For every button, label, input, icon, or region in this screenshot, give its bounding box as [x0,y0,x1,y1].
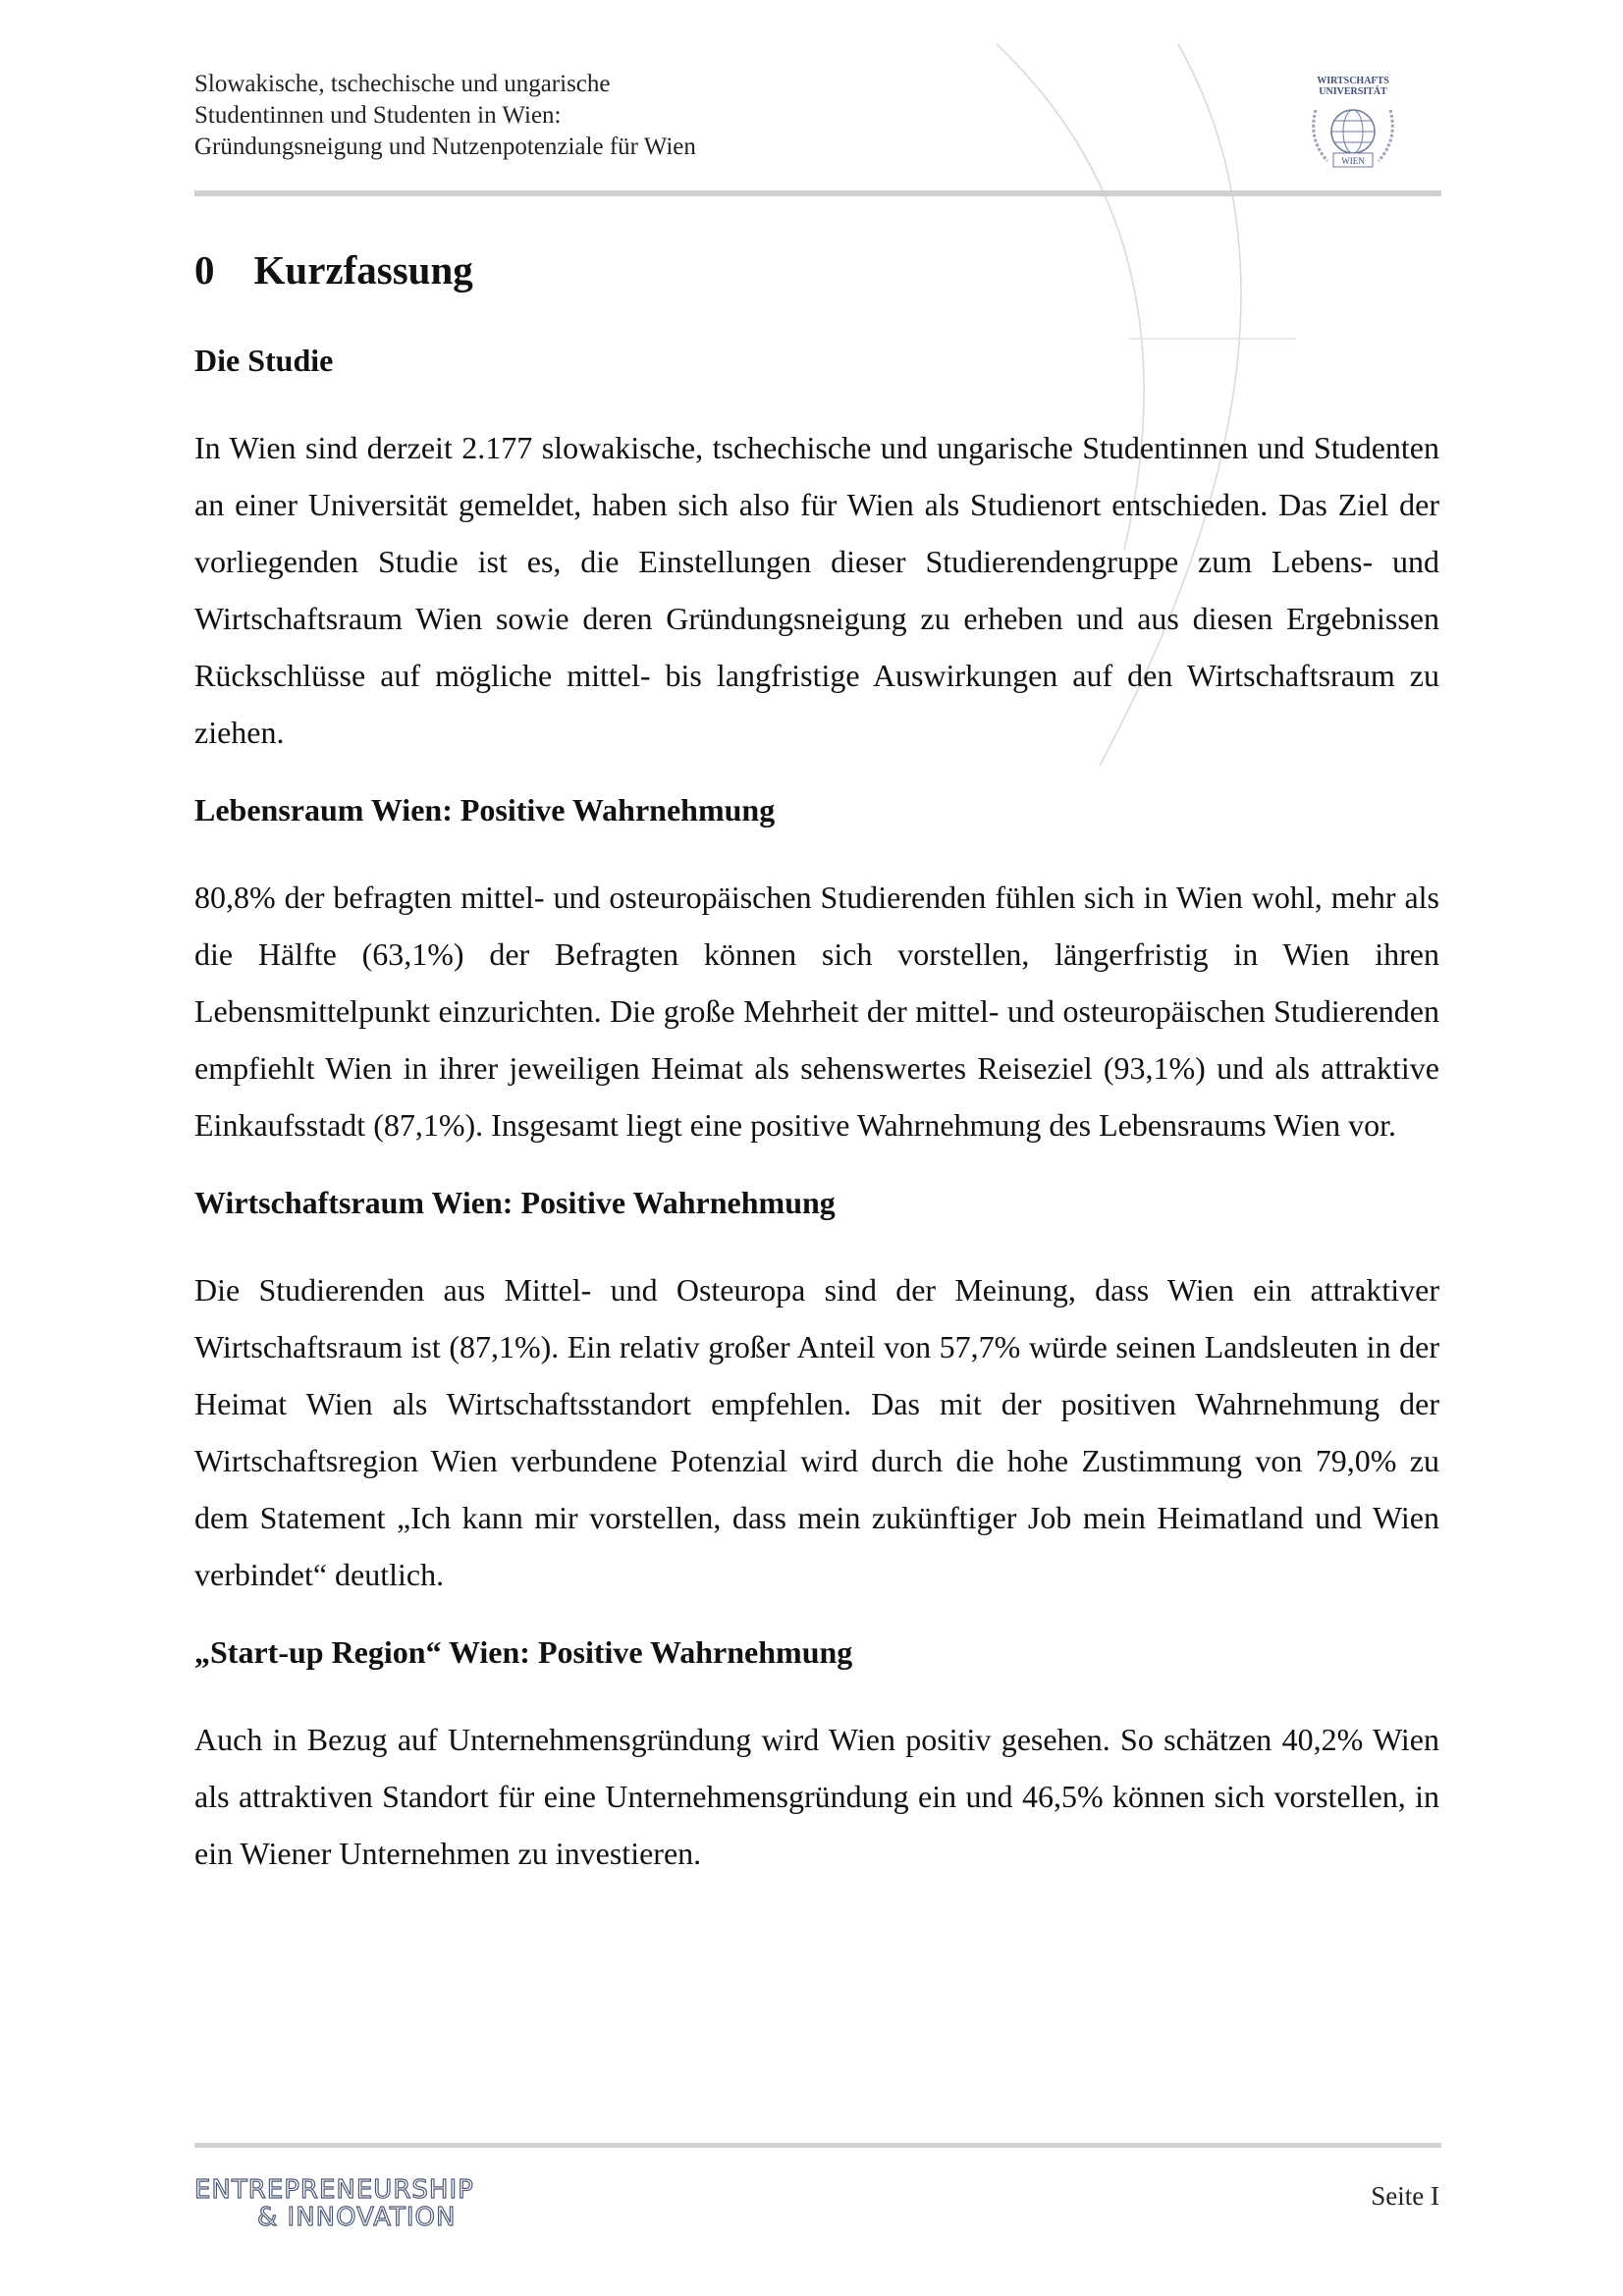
footer-logo-line-2: & INNOVATION [257,2203,457,2232]
section-title: Die Studie [194,343,334,378]
running-header [194,69,1078,163]
logo-text-1: WIRTSCHAFTS [1317,76,1389,86]
university-logo [1294,71,1412,181]
section-paragraph: 80,8% der befragten mittel- und osteuropäischen Studierenden fühlen sich in Wien wohl, mehr als die Hälfte (63,1%) der Befragten können sich vorstellen, längerfristig in Wien ihren Lebensmittelpunkt einzurichten. Die große Mehrheit der mittel- und osteuropäischen Studierenden empfiehlt Wien in ihrer jeweiligen Heimat als sehenswertes Reiseziel (93,1%) und als attraktive Einkaufsstadt (87,1%). Insgesamt liegt eine positive Wahrnehmung des Lebensraums Wien vor. [194,880,1439,1143]
entrepreneurship-logo [194,2175,518,2232]
chapter-number: 0 [194,247,215,293]
footer-logo-line-1: ENTREPRENEURSHIP [194,2175,474,2205]
section-paragraph: Auch in Bezug auf Unternehmensgründung wird Wien positiv gesehen. So schätzen 40,2% Wien als attraktiven Standort für eine Unternehmensgründung ein und 46,5% können sich vorstellen, in ein Wiener Unternehmen zu investieren. [194,1722,1439,1871]
header-line-1: Slowakische, tschechische und ungarische [194,71,611,97]
header-line-2: Studentinnen und Studenten in Wien: [194,102,562,129]
header-divider [194,190,1441,196]
section-title: „Start-up Region“ Wien: Positive Wahrnehmung [194,1634,853,1670]
main-content [194,240,1439,1882]
section-paragraph: Die Studierenden aus Mittel- und Osteuropa sind der Meinung, dass Wien ein attraktiver Wirtschaftsraum ist (87,1%). Ein relativ großer Anteil von 57,7% würde seinen Landsleuten in der Heimat Wien als Wirtschaftsstandort empfehlen. Das mit der positiven Wahrnehmung der Wirtschaftsregion Wien verbundene Potenzial wird durch die hohe Zustimmung von 79,0% zu dem Statement „Ich kann mir vorstellen, dass mein zukünftiger Job mein Heimatland und Wien verbindet“ deutlich. [194,1272,1439,1592]
chapter-heading [194,240,1439,299]
section-title: Lebensraum Wien: Positive Wahrnehmung [194,792,776,828]
section-title: Wirtschaftsraum Wien: Positive Wahrnehmung [194,1185,836,1220]
logo-text-3: WIEN [1341,156,1365,166]
footer-divider [194,2143,1441,2148]
logo-text-2: UNIVERSITÄT [1319,86,1387,97]
chapter-title: Kurzfassung [253,247,473,293]
section-paragraph: In Wien sind derzeit 2.177 slowakische, tschechische und ungarische Studentinnen und Studenten an einer Universität gemeldet, haben sich also für Wien als Studienort entschieden. Das Ziel der vorliegenden Studie ist es, die Einstellungen dieser Studierendengruppe zum Lebens- und Wirtschaftsraum Wien sowie deren Gründungsneigung zu erheben und aus diesen Ergebnissen Rückschlüsse auf mögliche mittel- bis langfristige Auswirkungen auf den Wirtschaftsraum zu ziehen. [194,430,1439,750]
page-number: Seite I [1371,2181,1439,2211]
header-line-3: Gründungsneigung und Nutzenpotenziale für Wien [194,133,696,160]
